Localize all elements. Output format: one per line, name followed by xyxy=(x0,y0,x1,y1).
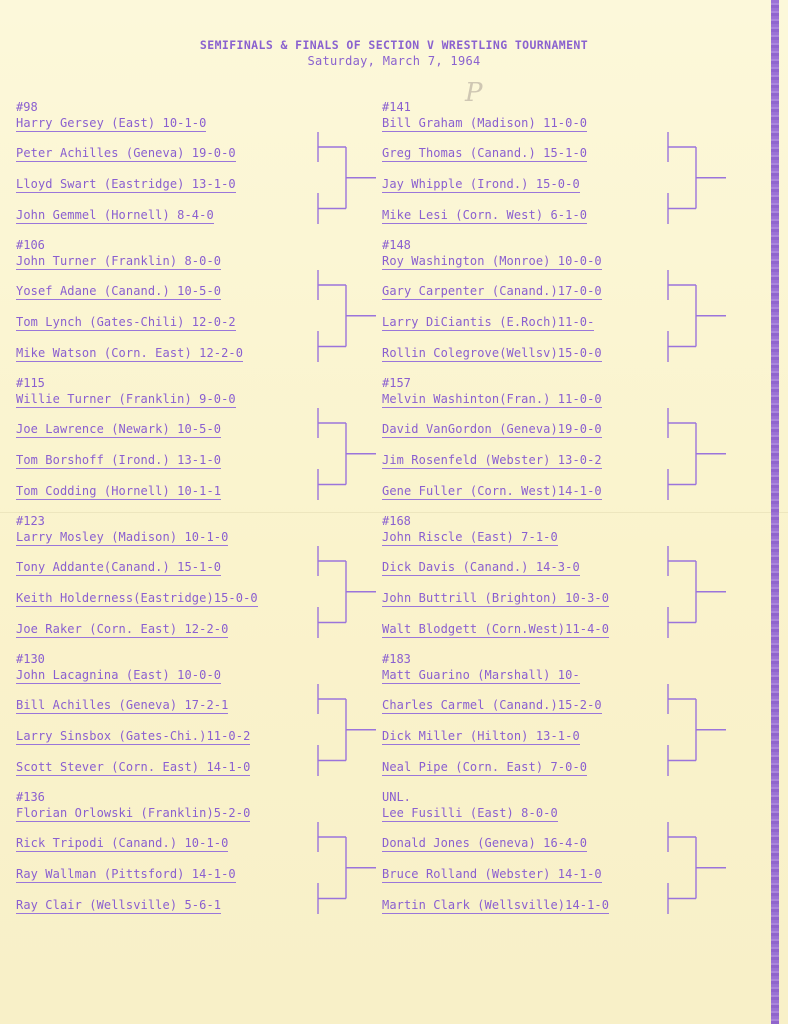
wrestler-name-record: Lloyd Swart (Eastridge) 13-1-0 xyxy=(16,177,236,191)
bracket-lines xyxy=(382,514,752,646)
wrestler-name-record: John Riscle (East) 7-1-0 xyxy=(382,530,558,544)
pencil-mark: P xyxy=(465,78,483,108)
wrestler-name-record: Tom Borshoff (Irond.) 13-1-0 xyxy=(16,453,222,467)
wrestler-name-record: Bruce Rolland (Webster) 14-1-0 xyxy=(382,867,602,881)
bracket-lines xyxy=(382,790,752,922)
wrestler-name-record: Joe Raker (Corn. East) 12-2-0 xyxy=(16,622,229,636)
weight-class-label: #141 xyxy=(382,100,411,114)
wrestler-name-record: Walt Blodgett (Corn.West)11-4-0 xyxy=(382,622,610,636)
weight-bracket xyxy=(16,376,386,508)
wrestler-name-record: Jim Rosenfeld (Webster) 13-0-2 xyxy=(382,453,602,467)
wrestler-name-record: Gary Carpenter (Canand.)17-0-0 xyxy=(382,284,602,298)
weight-class-label: #148 xyxy=(382,238,411,252)
bracket-lines xyxy=(16,652,386,784)
wrestler-name-record: Willie Turner (Franklin) 9-0-0 xyxy=(16,392,236,406)
wrestler-name-record: Dick Miller (Hilton) 13-1-0 xyxy=(382,729,580,743)
wrestler-name-record: Scott Stever (Corn. East) 14-1-0 xyxy=(16,760,251,774)
wrestler-name-record: Donald Jones (Geneva) 16-4-0 xyxy=(382,836,588,850)
wrestler-name-record: Harry Gersey (East) 10-1-0 xyxy=(16,116,207,130)
weight-class-label: #157 xyxy=(382,376,411,390)
bracket-lines xyxy=(16,514,386,646)
wrestler-name-record: Bill Achilles (Geneva) 17-2-1 xyxy=(16,698,229,712)
wrestler-name-record: Dick Davis (Canand.) 14-3-0 xyxy=(382,560,580,574)
document-header xyxy=(0,38,788,68)
wrestler-name-record: Lee Fusilli (East) 8-0-0 xyxy=(382,806,558,820)
wrestler-name-record: Greg Thomas (Canand.) 15-1-0 xyxy=(382,146,588,160)
bracket-lines xyxy=(382,238,752,370)
wrestler-name-record: Tom Lynch (Gates-Chili) 12-0-2 xyxy=(16,315,236,329)
weight-class-label: UNL. xyxy=(382,790,411,804)
document-title: SEMIFINALS & FINALS OF SECTION V WRESTLING TOURNAMENT xyxy=(199,38,589,52)
wrestler-name-record: Larry Sinsbox (Gates-Chi.)11-0-2 xyxy=(16,729,251,743)
weight-bracket xyxy=(16,238,386,370)
wrestler-name-record: Peter Achilles (Geneva) 19-0-0 xyxy=(16,146,236,160)
wrestler-name-record: Jay Whipple (Irond.) 15-0-0 xyxy=(382,177,580,191)
wrestler-name-record: John Lacagnina (East) 10-0-0 xyxy=(16,668,222,682)
weight-bracket xyxy=(16,514,386,646)
weight-class-label: #115 xyxy=(16,376,45,390)
wrestler-name-record: Keith Holderness(Eastridge)15-0-0 xyxy=(16,591,258,605)
weight-bracket xyxy=(382,514,752,646)
bracket-lines xyxy=(382,100,752,232)
bracket-lines xyxy=(16,376,386,508)
wrestler-name-record: John Gemmel (Hornell) 8-4-0 xyxy=(16,208,214,222)
document-date: Saturday, March 7, 1964 xyxy=(307,54,481,68)
weight-bracket xyxy=(382,100,752,232)
wrestler-name-record: Charles Carmel (Canand.)15-2-0 xyxy=(382,698,602,712)
bracket-lines xyxy=(16,238,386,370)
wrestler-name-record: Joe Lawrence (Newark) 10-5-0 xyxy=(16,422,222,436)
weight-class-label: #130 xyxy=(16,652,45,666)
weight-bracket xyxy=(16,100,386,232)
fold-crease xyxy=(0,512,788,513)
wrestler-name-record: Florian Orlowski (Franklin)5-2-0 xyxy=(16,806,251,820)
wrestler-name-record: Larry Mosley (Madison) 10-1-0 xyxy=(16,530,229,544)
wrestler-name-record: Tony Addante(Canand.) 15-1-0 xyxy=(16,560,222,574)
wrestler-name-record: John Buttrill (Brighton) 10-3-0 xyxy=(382,591,610,605)
wrestler-name-record: Melvin Washinton(Fran.) 11-0-0 xyxy=(382,392,602,406)
wrestler-name-record: Martin Clark (Wellsville)14-1-0 xyxy=(382,898,610,912)
weight-class-label: #183 xyxy=(382,652,411,666)
weight-bracket xyxy=(382,790,752,922)
wrestler-name-record: Ray Wallman (Pittsford) 14-1-0 xyxy=(16,867,236,881)
wrestler-name-record: Roy Washington (Monroe) 10-0-0 xyxy=(382,254,602,268)
wrestler-name-record: Rollin Colegrove(Wellsv)15-0-0 xyxy=(382,346,602,360)
weight-bracket xyxy=(16,652,386,784)
bracket-lines xyxy=(16,790,386,922)
wrestler-name-record: Mike Lesi (Corn. West) 6-1-0 xyxy=(382,208,588,222)
weight-class-label: #106 xyxy=(16,238,45,252)
purple-edge-stripe xyxy=(771,0,779,1024)
bracket-lines xyxy=(382,652,752,784)
wrestler-name-record: Rick Tripodi (Canand.) 10-1-0 xyxy=(16,836,229,850)
weight-class-label: #136 xyxy=(16,790,45,804)
wrestler-name-record: Ray Clair (Wellsville) 5-6-1 xyxy=(16,898,222,912)
wrestler-name-record: Larry DiCiantis (E.Roch)11-0- xyxy=(382,315,595,329)
wrestler-name-record: Mike Watson (Corn. East) 12-2-0 xyxy=(16,346,244,360)
weight-bracket xyxy=(382,376,752,508)
weight-bracket xyxy=(382,238,752,370)
wrestler-name-record: Matt Guarino (Marshall) 10- xyxy=(382,668,580,682)
bracket-lines xyxy=(16,100,386,232)
weight-bracket xyxy=(16,790,386,922)
wrestler-name-record: Neal Pipe (Corn. East) 7-0-0 xyxy=(382,760,588,774)
wrestler-name-record: Gene Fuller (Corn. West)14-1-0 xyxy=(382,484,602,498)
weight-bracket xyxy=(382,652,752,784)
weight-class-label: #98 xyxy=(16,100,38,114)
weight-class-label: #168 xyxy=(382,514,411,528)
wrestler-name-record: John Turner (Franklin) 8-0-0 xyxy=(16,254,222,268)
wrestler-name-record: Tom Codding (Hornell) 10-1-1 xyxy=(16,484,222,498)
wrestler-name-record: Bill Graham (Madison) 11-0-0 xyxy=(382,116,588,130)
weight-class-label: #123 xyxy=(16,514,45,528)
wrestler-name-record: Yosef Adane (Canand.) 10-5-0 xyxy=(16,284,222,298)
bracket-lines xyxy=(382,376,752,508)
wrestler-name-record: David VanGordon (Geneva)19-0-0 xyxy=(382,422,602,436)
